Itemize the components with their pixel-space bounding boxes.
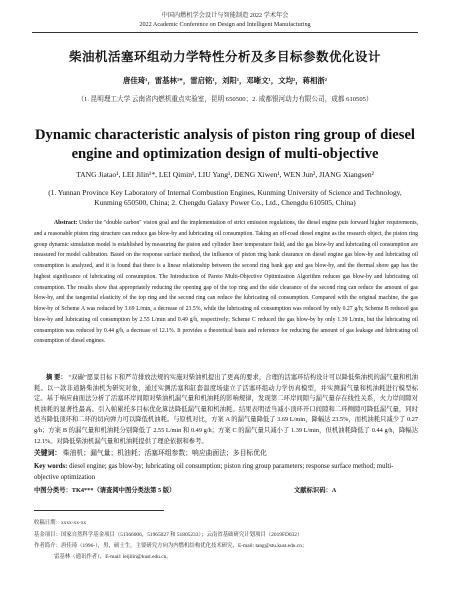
abstract-label: Abstract: — [54, 220, 78, 226]
english-affiliation: (1. Yunnan Province Key Laboratory of Internal Combustion Engines, Kunming University of Science and Technology, Kunming 650500, China; 2. Chengdu Galaxy Power Co., Ltd., Chengdu 610505, China) — [48, 188, 402, 207]
footnote-received: 收稿日期：xxxx-xx-xx — [34, 520, 87, 526]
running-header-cn: 中国内燃机学会设计与智能制造 2022 学术年会 — [161, 12, 289, 19]
english-abstract — [34, 218, 418, 347]
chinese-abstract — [34, 373, 418, 447]
clc-number: 中图分类号：TK4***（请查阅中图分类法第 5 版） — [34, 487, 176, 494]
chinese-authors: 唐佳琦¹，雷基林¹*，雷启铭¹，刘阳¹，邓晰文¹，文均²，蒋相浙² — [123, 76, 327, 85]
en-keywords-text: diesel engine; gas blow-by; lubricating oil consumption; piston ring group parameters; response surface method; multi-objective optimization — [34, 463, 394, 481]
header-divider — [32, 32, 418, 33]
abstract-text: Under the "double carbon" vision goal and the implementation of strict emission regulations, the diesel engine puts forward higher requirements, and a reasonable piston ring structure can reduce gas blow-by and lubricating oil consumption. Taking an off-road diesel engine as the research object, the piston ring group dynamic simulation model is established by measuring the piston and cylinder liner temperature field, and the gas blow-by and lubricating oil consumption are measured for model calibration. Based on the response surface method, the influence of piston ring bank clearance on diesel engine gas blow-by and lubricating oil consumption is analyzed, and it is found that there is a linear relationship between the second ring bank gap and gas blow-by, and the thermal shore gap has the highest significance of lubricating oil consumption. The Introduction of Pareto Multi-Objective Optimization Algorithm reduces gas blow-by and lubricating oil consumption. The results show that appropriately reducing the opening gap of the top ring and the side clearance of the second ring can reduce the amount of gas blow-by, and the tangential elasticity of the top ring and the second ring can reduce the lubricating oil consumption. Compared with the original machine, the gas blow-by of Scheme A was reduced by 3.69 L/min, a decrease of 23.5%, while the lubricating oil consumption was reduced by only 0.27 g/h; Scheme B reduced gas blow-by and lubricating oil consumption by 2.55 L/min and 0.49 g/h, respectively; Scheme C reduced the gas blow-by by only 1.39 L/min, but the lubricating oil consumption was reduced by 0.44 g/h, a decrease of 12.1%. It provides a theoretical basis and reference for reducing the amount of gas leakage and lubricating oil consumption of diesel engines. — [34, 220, 419, 345]
cn-abstract-text: “双碳”愿景目标下和严苛排放法规的实施对柴油机提出了更高的要求，合理的活塞环结构设计可以降低柴油机的漏气量和机油耗。以一款非道路柴油机为研究对象，通过实测活塞和缸套温度场建立了活塞环组动力学仿真模型，并实测漏气量和机油耗进行模型标定。基于响应曲面法分析了活塞环岸间隙对柴油机漏气量和机油耗的影响规律，发现第二环岸间隙与漏气量存在线性关系，火力岸间隙对机油耗的显著性最高。引入帕累托多目标优化算法降低漏气量和机油耗。结果表明适当减小顶环开口间隙和二环侧隙可降低漏气量，同时适当降低顶环和二环的切向弹力可以降低机油耗。与原机对比，方案 A 的漏气量降低了 3.69 L/min，降幅达 23.5%，而机油耗只减少了 0.27 g/h；方案 B 的漏气量和机油耗分别降低了 2.55 L/min 和 0.49 g/h；方案 C 的漏气量只减小了 1.39 L/min，但机油耗降低了 0.44 g/h，降幅达 12.1%。对降低柴油机漏气量和机油耗提供了理论依据和参考。 — [34, 374, 419, 445]
english-title: Dynamic characteristic analysis of piston ring group of diesel engine and optimization design of multi-objective — [35, 127, 415, 162]
chinese-title: 柴油机活塞环组动力学特性分析及多目标参数优化设计 — [68, 50, 381, 64]
chinese-affiliation: （1. 昆明理工大学 云南省内燃机重点实验室，昆明 650500；2. 成都银河动力有限公司，成都 610505） — [77, 96, 373, 103]
en-keywords-label: Key words: — [34, 463, 68, 470]
footnote-author-bio: 作者简介：唐佳琦（1996-），男，硕士生，主要研究方向为内燃机结构优化技术研究，E-mail: tang@stu.kust.edu.cn； — [34, 543, 308, 549]
classification-line — [34, 485, 418, 494]
english-authors: TANG Jiatao¹, LEI Jilin¹*, LEI Qimin¹, LIU Yang¹, DENG Xiwen¹, WEN Jun², JIANG Xiangsen² — [76, 170, 374, 179]
running-header-en: 2022 Academic Conference on Design and Intelligent Manufacturing — [139, 21, 311, 28]
document-code: 文献标识码：A — [294, 487, 337, 494]
cn-keywords-text: 柴油机；漏气量；机油耗；活塞环组参数；响应曲面法；多目标优化 — [62, 450, 267, 457]
chinese-keywords — [34, 449, 418, 460]
cn-keywords-label: 关键词： — [34, 450, 62, 457]
english-keywords — [34, 462, 418, 483]
cn-abstract-label: 摘 要： — [46, 374, 67, 381]
footnote-funding: 基金项目：国家自然科学基金项目（51366006，51965027 和 51805233）；云南省基础研究计划项目（2019FD032） — [34, 532, 303, 538]
footnote-corresponding-author: 雷基林（通讯作者），E-mail: leijilin@kust.edu.cn。 — [54, 554, 172, 560]
footnote-divider — [34, 510, 164, 511]
